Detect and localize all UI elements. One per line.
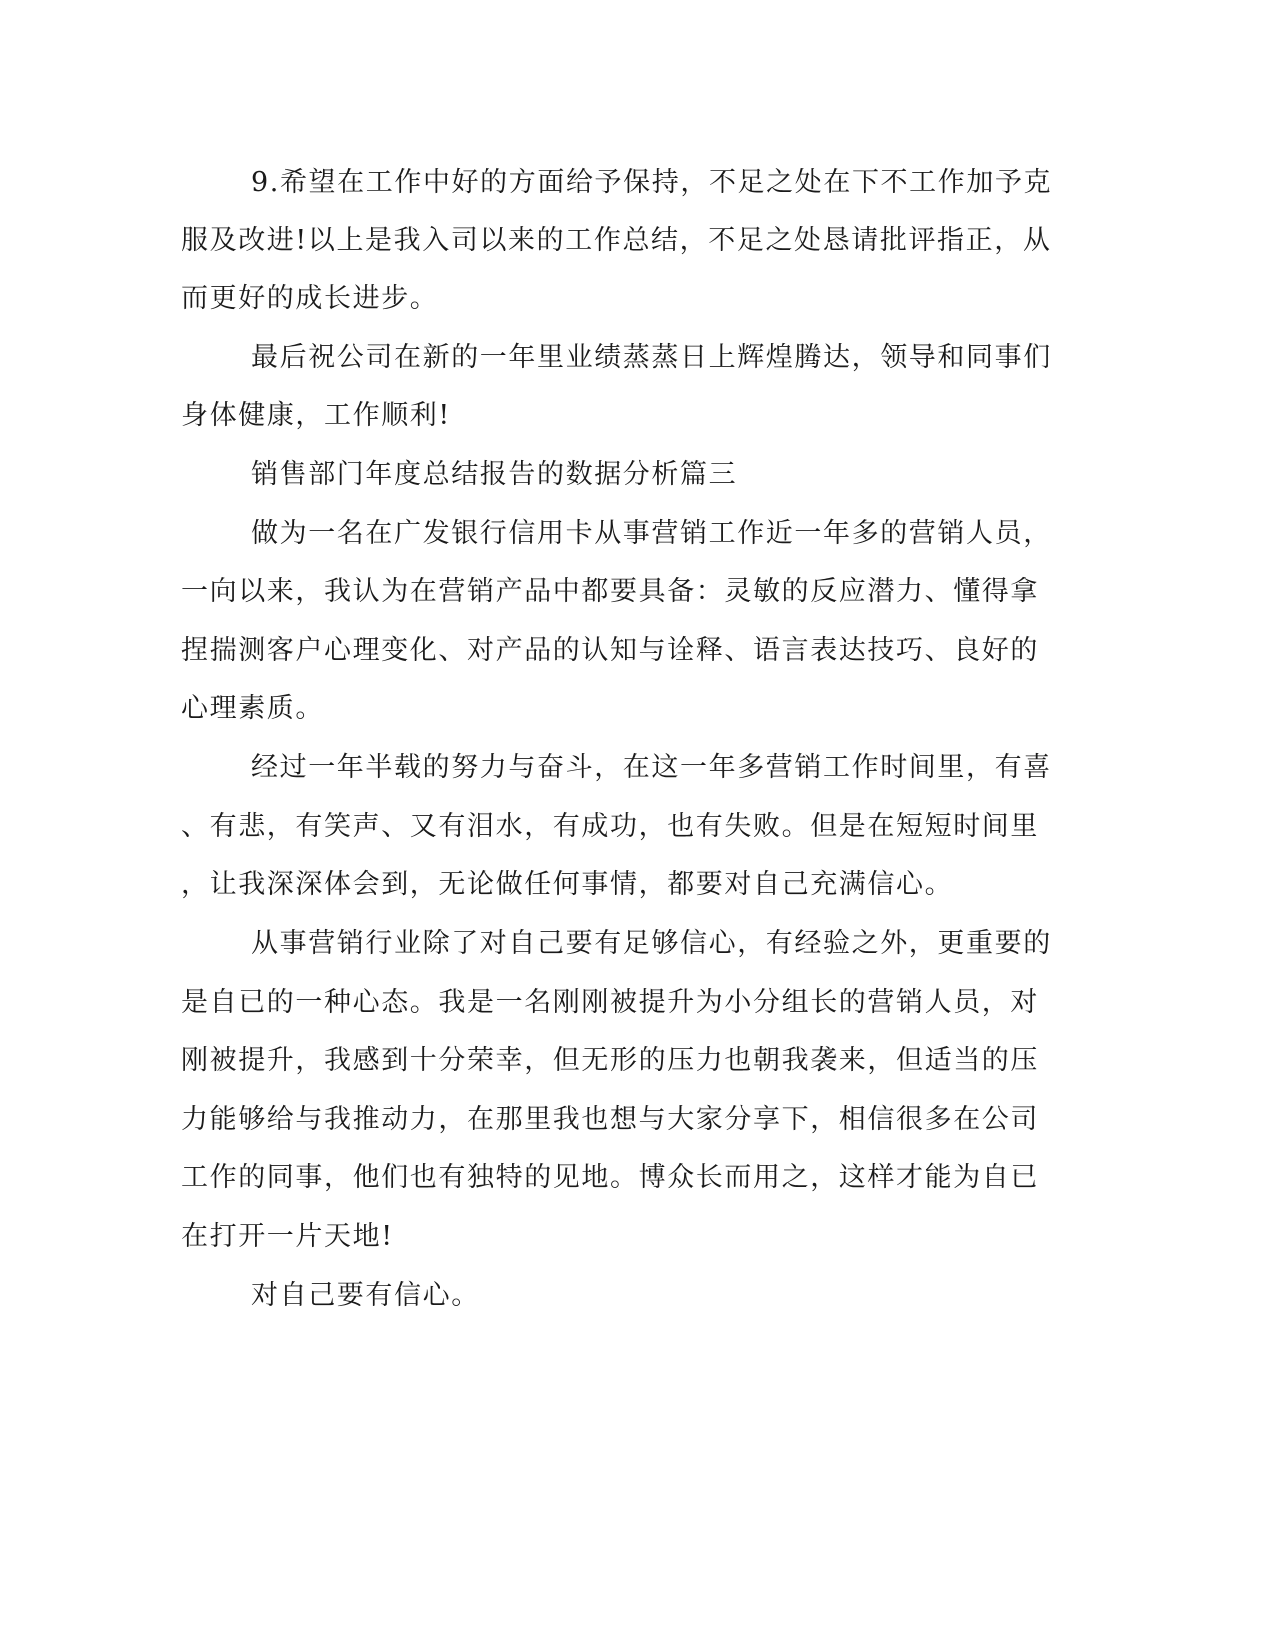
text-line: 捏揣测客户心理变化、对产品的认知与诠释、语言表达技巧、良好的 — [181, 635, 1039, 666]
text-line: 刚被提升，我感到十分荣幸，但无形的压力也朝我袭来，但适当的压 — [181, 1045, 1039, 1076]
text-line: 经过一年半载的努力与奋斗，在这一年多营销工作时间里，有喜 — [251, 752, 1052, 783]
text-line: 是自已的一种心态。我是一名刚刚被提升为小分组长的营销人员，对 — [181, 987, 1039, 1018]
section-heading: 销售部门年度总结报告的数据分析篇三 — [251, 459, 738, 490]
text-line: 力能够给与我推动力，在那里我也想与大家分享下，相信很多在公司 — [181, 1104, 1039, 1135]
text-line: ，让我深深体会到，无论做任何事情，都要对自己充满信心。 — [181, 869, 954, 900]
text-line: 对自己要有信心。 — [251, 1280, 480, 1311]
text-line: 在打开一片天地! — [181, 1221, 394, 1252]
text-line: 、有悲，有笑声、又有泪水，有成功，也有失败。但是在短短时间里 — [181, 811, 1039, 842]
text-line: 工作的同事，他们也有独特的见地。博众长而用之，这样才能为自已 — [181, 1162, 1039, 1193]
text-line: 做为一名在广发银行信用卡从事营销工作近一年多的营销人员， — [251, 518, 1052, 549]
text-line: 从事营销行业除了对自己要有足够信心，有经验之外，更重要的 — [251, 928, 1052, 959]
text-line: 一向以来，我认为在营销产品中都要具备：灵敏的反应潜力、懂得拿 — [181, 576, 1039, 607]
text-line: 9.希望在工作中好的方面给予保持，不足之处在下不工作加予克 — [251, 167, 1053, 198]
text-line: 最后祝公司在新的一年里业绩蒸蒸日上辉煌腾达，领导和同事们 — [251, 342, 1052, 373]
text-line: 心理素质。 — [181, 693, 324, 724]
text-line: 服及改进!以上是我入司以来的工作总结，不足之处恳请批评指正，从 — [181, 225, 1052, 256]
text-line: 身体健康，工作顺利! — [181, 400, 451, 431]
text-line: 而更好的成长进步。 — [181, 283, 439, 314]
